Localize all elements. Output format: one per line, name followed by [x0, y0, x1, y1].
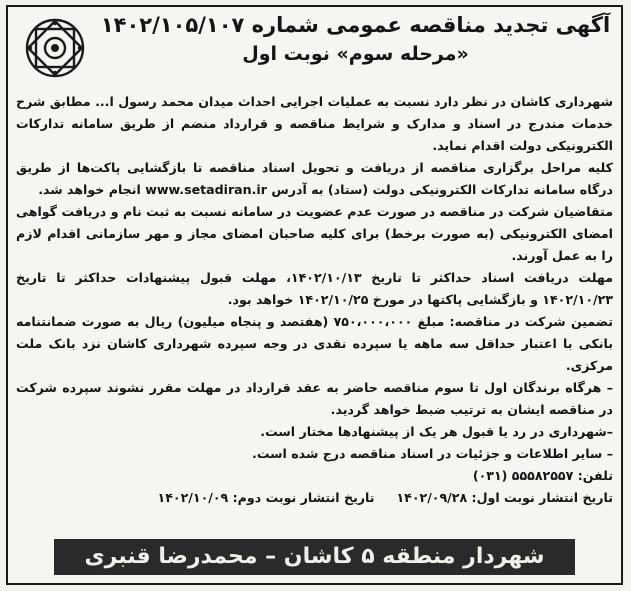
publish-second-date: ۱۴۰۲/۱۰/۰۹	[157, 490, 229, 505]
municipality-logo-icon	[22, 15, 88, 81]
notice-body	[16, 91, 613, 509]
paragraph-details: – سایر اطلاعات و جزئیات در اسناد مناقصه درج شده است.	[252, 446, 613, 461]
publish-first-date: ۱۴۰۲/۰۹/۲۸	[396, 490, 468, 505]
paragraph-deadlines: مهلت دریافت اسناد حداکثر تا تاریخ ۱۴۰۲/۱۰/۱۳، مهلت قبول پیشنهادات حداکثر تا تاریخ ۱۴۰۲/۱۰/۲۳ و بازگشایی پاکتها در مورخ ۱۴۰۲/۱۰/۲۵ خواهد بود.	[16, 270, 613, 307]
phone-label: تلفن:	[577, 468, 613, 483]
paragraph-intro: شهرداری کاشان در نظر دارد نسبت به عملیات اجرایی احداث میدان محمد رسول ا... مطابق شرح خدمات مندرج در اسناد و مدارک و شرایط مناقصه و قرارداد منضم از طریق سامانه تدارکات الکترونیکی دولت اقدام نماید.	[16, 94, 613, 153]
publish-dates-line	[16, 487, 613, 509]
publish-second-label: تاریخ انتشار نوبت دوم:	[232, 490, 375, 505]
paragraph-rights: –شهرداری در رد یا قبول هر یک از پیشنهادها مختار است.	[260, 424, 613, 439]
phone-line	[16, 465, 613, 487]
phone-number: ۵۵۵۸۲۵۵۷ (۰۳۱)	[472, 468, 574, 483]
setadiran-link[interactable]: www.setadiran.ir	[145, 182, 267, 197]
paragraph-guarantee: تضمین شرکت در مناقصه: مبلغ ۷۵۰،۰۰۰،۰۰۰ (هفتصد و پنجاه میلیون) ریال به صورت ضمانتنامه بانکی با اعتبار حداقل سه ماهه یا سپرده نقدی در وجه سپرده شهرداری کاشان نزد بانک ملت مرکزی.	[16, 314, 613, 373]
paragraph-forfeit: – هرگاه برندگان اول تا سوم مناقصه حاضر به عقد قرارداد در مهلت مقرر نشوند سپرده شرکت در مناقصه ایشان به ترتیب ضبط خواهد گردید.	[16, 380, 613, 417]
notice-frame	[6, 5, 623, 585]
process-text: کلیه مراحل برگزاری مناقصه از دریافت و تحویل اسناد مناقصه تا بازگشایی پاکت‌ها از طریق درگاه سامانه تدارکات الکترونیکی دولت (ستاد) به آدرس	[16, 160, 613, 197]
signature-band: شهردار منطقه ۵ کاشان – محمدرضا قنبری	[54, 539, 575, 575]
notice-subtitle: «مرحله سوم» نوبت اول	[242, 43, 469, 65]
paragraph-process	[16, 157, 613, 201]
process-text-end: انجام خواهد شد.	[38, 182, 141, 197]
paragraph-registration: متقاضیان شرکت در مناقصه در صورت عدم عضویت در سامانه نسبت به ثبت نام و دریافت گواهی امضای الکترونیکی (به صورت برخط) برای کلیه صاحبان امضای مجاز و مهر سازمانی اقدام لازم را به عمل آورند.	[16, 204, 613, 263]
publish-first-label: تاریخ انتشار نوبت اول:	[471, 490, 613, 505]
notice-title: آگهی تجدید مناقصه عمومی شماره ۱۴۰۲/۱۰۵/۱۰۷	[100, 13, 611, 37]
